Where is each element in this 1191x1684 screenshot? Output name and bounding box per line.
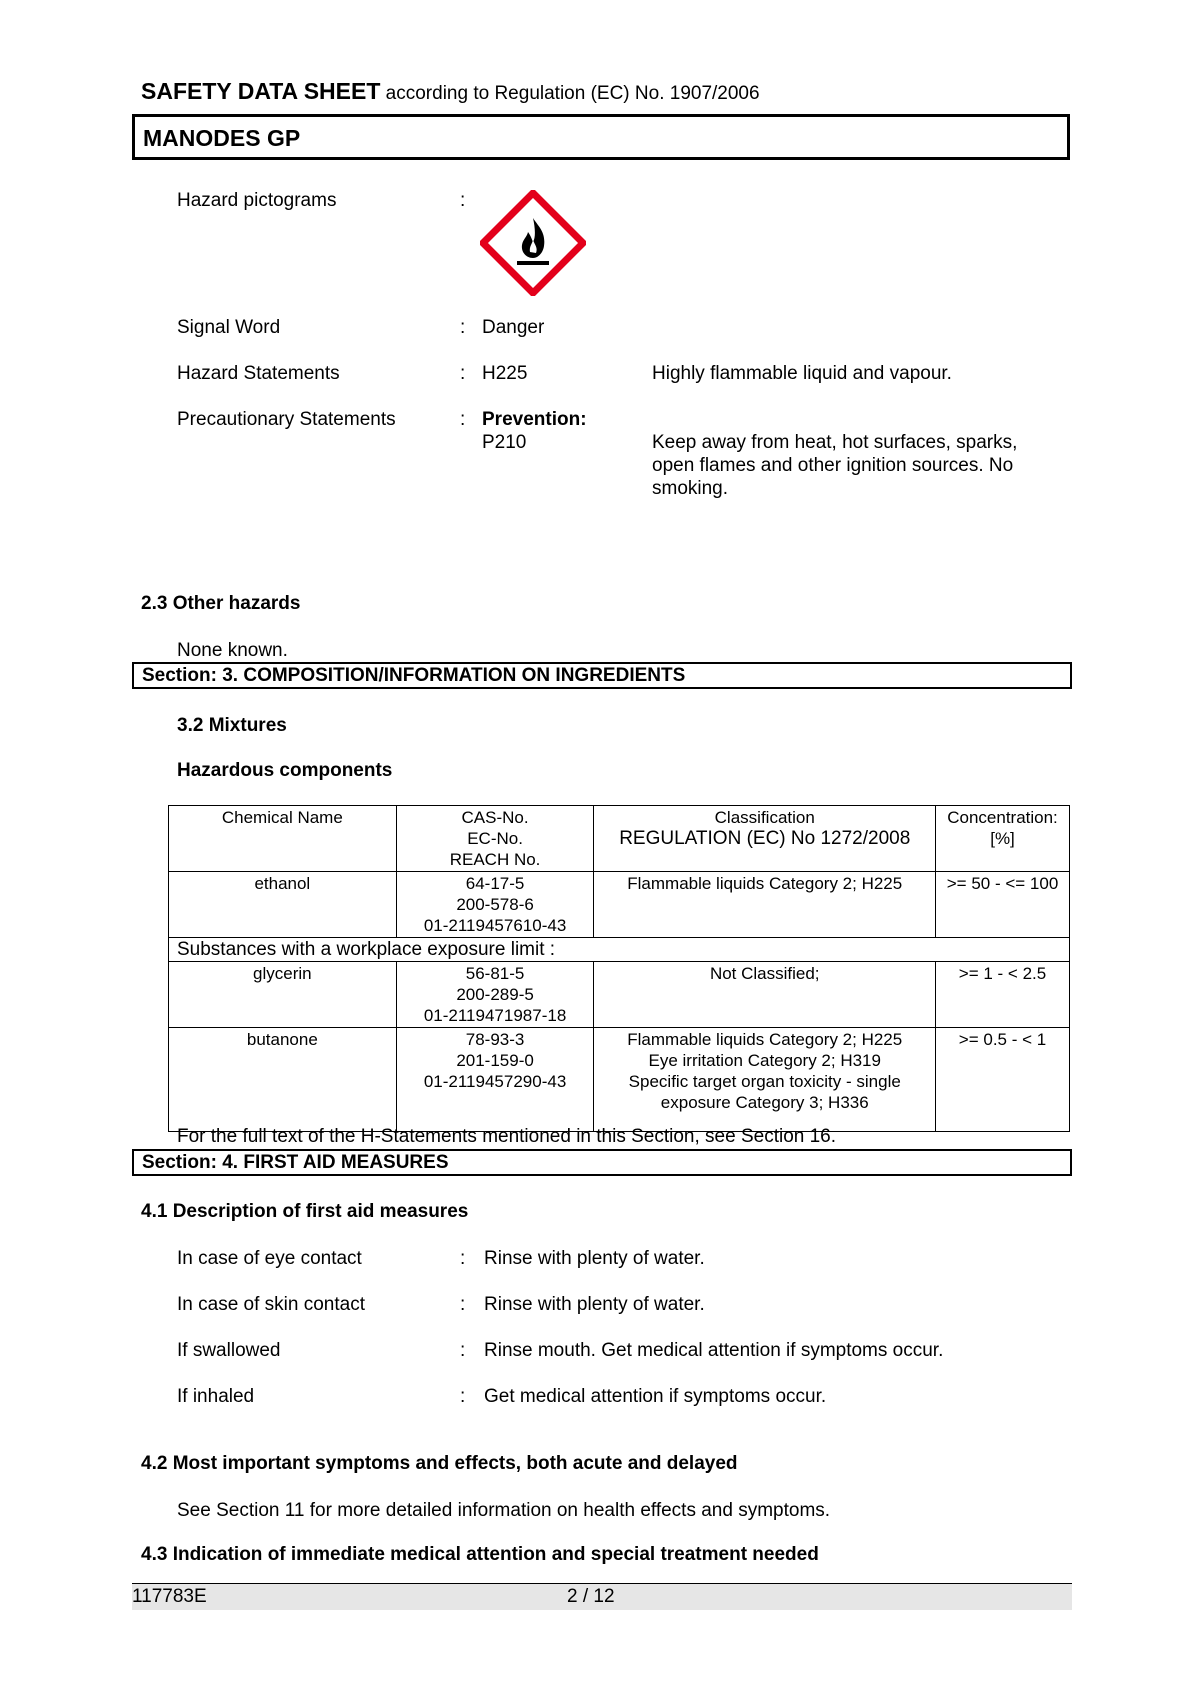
cas-cell: 78-93-3 201-159-0 01-2119457290-43 — [396, 1028, 594, 1132]
colon: : — [460, 409, 466, 430]
regulation-text: according to Regulation (EC) No. 1907/2006 — [385, 83, 760, 104]
classification-cell: Flammable liquids Category 2; H225 Eye irritation Category 2; H319 Specific target organ toxicity - single exposure Category 3; H336 — [594, 1028, 936, 1132]
table-header-row — [169, 806, 1070, 872]
cas-cell: 64-17-5 200-578-6 01-2119457610-43 — [396, 872, 594, 938]
section-3-title-bar — [132, 662, 1072, 689]
chemical-name-cell: butanone — [169, 1028, 397, 1132]
colon: : — [460, 317, 466, 338]
header-concentration: Concentration: [%] — [936, 806, 1070, 872]
page-footer — [132, 1583, 1072, 1610]
document-header — [141, 78, 760, 105]
header-cas-no: CAS-No. EC-No. REACH No. — [396, 806, 594, 872]
flame-ghs02-icon — [480, 190, 586, 296]
other-hazards-heading: 2.3 Other hazards — [141, 593, 301, 614]
hazard-statement-code: H225 — [482, 363, 528, 384]
medical-attention-heading: 4.3 Indication of immediate medical attention and special treatment needed — [141, 1544, 819, 1565]
signal-word-label: Signal Word — [177, 317, 281, 338]
exposure-limit-row — [169, 938, 1070, 962]
document-code: 117783E — [132, 1586, 207, 1607]
header-classification: Classification REGULATION (EC) No 1272/2008 — [594, 806, 936, 872]
header-chemical-name: Chemical Name — [169, 806, 397, 872]
prevention-code: P210 — [482, 432, 527, 453]
measure-text: Rinse mouth. Get medical attention if symptoms occur. — [484, 1340, 944, 1361]
concentration-cell: >= 50 - <= 100 — [936, 872, 1070, 938]
classification-cell: Not Classified; — [594, 962, 936, 1028]
components-table — [168, 805, 1070, 1132]
cas-cell: 56-81-5 200-289-5 01-2119471987-18 — [396, 962, 594, 1028]
h-statements-footnote: For the full text of the H-Statements mentioned in this Section, see Section 16. — [177, 1126, 837, 1147]
product-name-box — [132, 114, 1070, 160]
measure-label: In case of skin contact — [177, 1294, 365, 1315]
section-4-title-bar — [132, 1149, 1072, 1176]
exposure-limit-cell: Substances with a workplace exposure limit : — [169, 938, 1070, 962]
colon: : — [460, 190, 466, 211]
measure-text: Rinse with plenty of water. — [484, 1248, 705, 1269]
other-hazards-text: None known. — [177, 640, 288, 661]
hazard-statements-label: Hazard Statements — [177, 363, 340, 384]
section-3-title: Section: 3. COMPOSITION/INFORMATION ON INGREDIENTS — [142, 665, 686, 686]
colon: : — [460, 1386, 466, 1407]
precautionary-label: Precautionary Statements — [177, 409, 396, 430]
concentration-cell: >= 1 - < 2.5 — [936, 962, 1070, 1028]
prevention-text-line: smoking. — [652, 478, 729, 499]
symptoms-text: See Section 11 for more detailed information on health effects and symptoms. — [177, 1500, 831, 1521]
measure-text: Get medical attention if symptoms occur. — [484, 1386, 827, 1407]
classification-cell: Flammable liquids Category 2; H225 — [594, 872, 936, 938]
colon: : — [460, 1340, 466, 1361]
table-row — [169, 872, 1070, 938]
product-name: MANODES GP — [143, 125, 301, 151]
chemical-name-cell: glycerin — [169, 962, 397, 1028]
colon: : — [460, 363, 466, 384]
page-number: 2 / 12 — [567, 1586, 615, 1607]
section-4-title: Section: 4. FIRST AID MEASURES — [142, 1152, 449, 1173]
colon: : — [460, 1248, 466, 1269]
measure-label: If inhaled — [177, 1386, 255, 1407]
mixtures-heading: 3.2 Mixtures — [177, 715, 287, 736]
prevention-text-line: open flames and other ignition sources. No — [652, 455, 1014, 476]
measure-label: If swallowed — [177, 1340, 281, 1361]
prevention-heading: Prevention: — [482, 409, 587, 430]
hazardous-components-heading: Hazardous components — [177, 760, 393, 781]
signal-word-value: Danger — [482, 317, 545, 338]
measure-label: In case of eye contact — [177, 1248, 362, 1269]
colon: : — [460, 1294, 466, 1315]
pictograms-label: Hazard pictograms — [177, 190, 337, 211]
chemical-name-cell: ethanol — [169, 872, 397, 938]
symptoms-heading: 4.2 Most important symptoms and effects, both acute and delayed — [141, 1453, 738, 1474]
prevention-text-line: Keep away from heat, hot surfaces, sparks, — [652, 432, 1018, 453]
document-title: SAFETY DATA SHEET — [141, 78, 381, 104]
hazard-statement-text: Highly flammable liquid and vapour. — [652, 363, 952, 384]
measure-text: Rinse with plenty of water. — [484, 1294, 705, 1315]
table-row — [169, 1028, 1070, 1132]
concentration-cell: >= 0.5 - < 1 — [936, 1028, 1070, 1132]
table-row — [169, 962, 1070, 1028]
first-aid-description-heading: 4.1 Description of first aid measures — [141, 1201, 469, 1222]
